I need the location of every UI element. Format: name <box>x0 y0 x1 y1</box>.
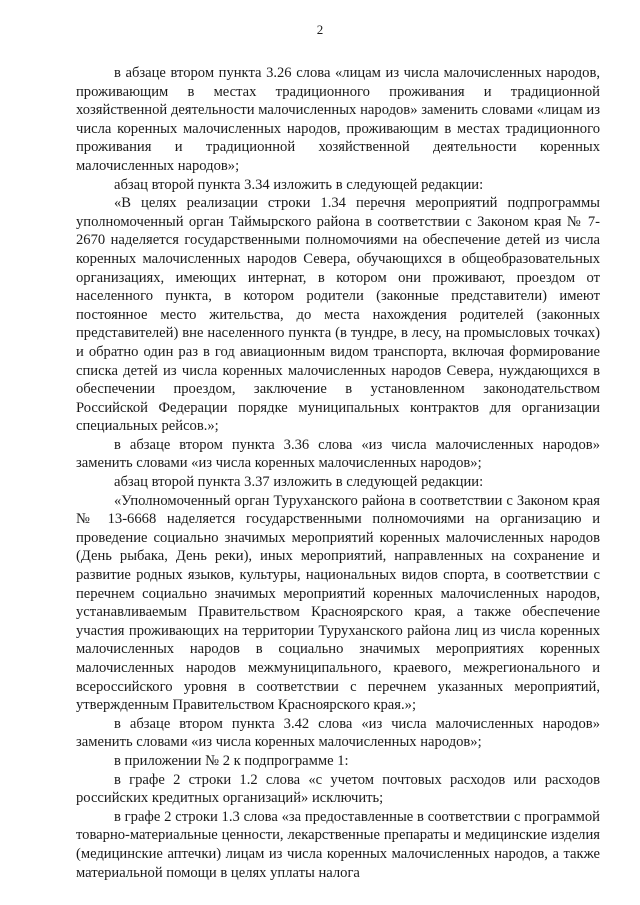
paragraph-3-34-intro: абзац второй пункта 3.34 изложить в следующей редакции: <box>114 176 484 193</box>
paragraph-3-34-text: «В целях реализации строки 1.34 перечня мероприятий подпрограммы уполномоченный орган Таймырского района в соответствии с Законом края № 7-2670 наделяется государственными полномочиями на обеспечение детей из числа коренных малочисленных народов Севера, обучающихся в общеобразовательных организациях, имеющих интернат, в котором они проживают, проездом от населенного пункта, в котором родители (законные представители) имеют постоянное место жительства, до места нахождения родителей (законных представителей) вне населенного пункта (в тундре, в лесу, на промысловых точках) и обратно один раз в год авиационным видом транспорта, включая формирование списка детей из числа коренных малочисленных народов Севера, нуждающихся в обеспечении проездом, заключение в установленном законодательством Российской Федерации порядке муниципальных контрактов для организации специальных рейсов.»; <box>76 195 600 435</box>
paragraph-appendix-2: в приложении № 2 к подпрограмме 1: <box>114 752 349 769</box>
paragraph-3-37-intro: абзац второй пункта 3.37 изложить в следующей редакции: <box>114 474 484 491</box>
paragraph-3-36: в абзаце втором пункта 3.36 слова «из числа малочисленных народов» заменить словами «из числа коренных малочисленных народов»; <box>76 436 600 472</box>
paragraph-row-1-3: в графе 2 строки 1.3 слова «за предоставленные в соответствии с программой товарно-материальные ценности, лекарственные препараты и медицинские изделия (медицинские аптечки) лицам из числа коренных малочисленных народов, а также материальной помощи в целях уплаты налога <box>76 808 600 881</box>
paragraph-3-26: в абзаце втором пункта 3.26 слова «лицам из числа малочисленных народов, проживающим в местах традиционного проживания и традиционной хозяйственной деятельности малочисленных народов» заменить словами «лицам из числа коренных малочисленных народов, проживающим в местах традиционного проживания и традиционной хозяйственной деятельности коренных малочисленных народов»; <box>76 65 600 174</box>
document-body <box>76 64 600 882</box>
paragraph-row-1-2: в графе 2 строки 1.2 слова «с учетом почтовых расходов или расходов российских кредитных организаций» исключить; <box>76 771 600 807</box>
paragraph-3-42: в абзаце втором пункта 3.42 слова «из числа малочисленных народов» заменить словами «из числа коренных малочисленных народов»; <box>76 715 600 751</box>
page-number: 2 <box>316 22 324 37</box>
paragraph-3-37-text: «Уполномоченный орган Туруханского района в соответствии с Законом края № 13-6668 наделяется государственными полномочиями на организацию и проведение социально значимых мероприятий коренных малочисленных народов (День рыбака, День реки), иных мероприятий, направленных на сохранение и развитие родных языков, культуры, национальных видов спорта, в соответствии с перечнем социально значимых мероприятий коренных малочисленных народов, устанавливаемым Правительством Красноярского края, а также обеспечение участия проживающих на территории Туруханского района лиц из числа коренных малочисленных народов в социально значимых мероприятиях коренных малочисленных народов межмуниципального, краевого, межрегионального и всероссийского уровня в соответствии с перечнем указанных мероприятий, утвержденным Правительством Красноярского края.»; <box>76 492 600 714</box>
